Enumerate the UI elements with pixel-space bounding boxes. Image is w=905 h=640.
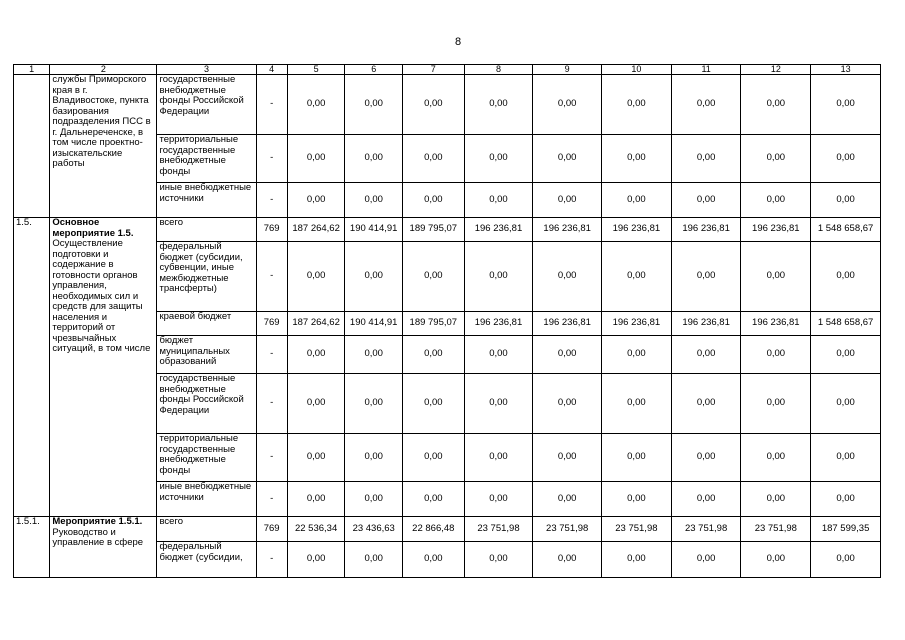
amount-cell: 0,00 [671,135,741,183]
item-number [14,75,50,218]
item-number: 1.5. [14,218,50,517]
amount-cell: 0,00 [811,242,881,312]
amount-cell: 0,00 [602,434,672,482]
amount-cell: 0,00 [464,374,533,434]
table-row [14,517,881,542]
amount-cell: 196 236,81 [533,312,602,336]
amount-cell: 0,00 [671,242,741,312]
budget-code: - [256,242,287,312]
amount-cell: 0,00 [533,482,602,517]
amount-cell: 23 751,98 [741,517,811,542]
item-number: 1.5.1. [14,517,50,578]
amount-cell: 187 264,62 [287,218,345,242]
amount-cell: 0,00 [464,242,533,312]
amount-cell: 0,00 [602,542,672,578]
funding-source: федеральный бюджет (субсидии, субвенции, иные межбюджетные трансферты) [157,242,256,312]
amount-cell: 0,00 [403,336,465,374]
amount-cell: 196 236,81 [741,218,811,242]
table-row [14,218,881,242]
column-header: 13 [811,65,881,75]
amount-cell: 0,00 [533,434,602,482]
amount-cell: 0,00 [671,482,741,517]
item-title: Мероприятие 1.5.1. [52,516,143,527]
amount-cell: 189 795,07 [403,218,465,242]
amount-cell: 0,00 [741,75,811,135]
column-header: 3 [157,65,256,75]
amount-cell: 0,00 [403,374,465,434]
budget-code: 769 [256,312,287,336]
amount-cell: 0,00 [602,75,672,135]
amount-cell: 196 236,81 [533,218,602,242]
amount-cell: 0,00 [533,242,602,312]
column-header: 4 [256,65,287,75]
amount-cell: 0,00 [533,374,602,434]
budget-code: - [256,542,287,578]
amount-cell: 0,00 [741,135,811,183]
budget-code: 769 [256,218,287,242]
amount-cell: 0,00 [671,434,741,482]
amount-cell: 23 751,98 [671,517,741,542]
amount-cell: 0,00 [287,75,345,135]
amount-cell: 0,00 [533,183,602,218]
amount-cell: 22 866,48 [403,517,465,542]
amount-cell: 196 236,81 [464,312,533,336]
amount-cell: 0,00 [345,75,403,135]
amount-cell: 189 795,07 [403,312,465,336]
amount-cell: 0,00 [671,336,741,374]
budget-code: - [256,336,287,374]
budget-code: - [256,374,287,434]
amount-cell: 1 548 658,67 [811,218,881,242]
amount-cell: 196 236,81 [602,218,672,242]
amount-cell: 187 264,62 [287,312,345,336]
item-description: Осуществление подготовки и содержание в готовности органов управления, необходимых сил и средств для защиты населения и территорий от чрезвычайных ситуаций, в том числе [52,238,151,354]
amount-cell: 0,00 [811,75,881,135]
amount-cell: 0,00 [602,374,672,434]
amount-cell: 0,00 [287,336,345,374]
amount-cell: 0,00 [811,183,881,218]
amount-cell: 0,00 [811,542,881,578]
amount-cell: 196 236,81 [741,312,811,336]
budget-code: - [256,434,287,482]
budget-code: - [256,183,287,218]
column-header: 1 [14,65,50,75]
amount-cell: 0,00 [464,542,533,578]
amount-cell: 190 414,91 [345,218,403,242]
amount-cell: 0,00 [464,183,533,218]
funding-source: всего [157,218,256,242]
amount-cell: 0,00 [602,135,672,183]
funding-source: федеральный бюджет (субсидии, [157,542,256,578]
budget-code: - [256,482,287,517]
amount-cell: 0,00 [345,336,403,374]
funding-source: бюджет муниципальных образований [157,336,256,374]
budget-code: 769 [256,517,287,542]
amount-cell: 0,00 [403,482,465,517]
amount-cell: 0,00 [287,183,345,218]
amount-cell: 0,00 [533,75,602,135]
header-row [14,65,881,75]
amount-cell: 0,00 [602,482,672,517]
amount-cell: 0,00 [464,434,533,482]
funding-source: государственные внебюджетные фонды Российской Федерации [157,374,256,434]
budget-code: - [256,75,287,135]
funding-source: всего [157,517,256,542]
amount-cell: 0,00 [287,434,345,482]
amount-cell: 190 414,91 [345,312,403,336]
budget-code: - [256,135,287,183]
funding-source: иные внебюджетные источники [157,183,256,218]
column-header: 11 [671,65,741,75]
amount-cell: 0,00 [741,482,811,517]
funding-source: территориальные государственные внебюджетные фонды [157,135,256,183]
amount-cell: 0,00 [287,135,345,183]
item-name [50,517,157,578]
item-name [50,75,157,218]
amount-cell: 23 436,63 [345,517,403,542]
column-header: 12 [741,65,811,75]
budget-table [13,64,881,578]
amount-cell: 0,00 [403,183,465,218]
amount-cell: 196 236,81 [464,218,533,242]
amount-cell: 0,00 [287,374,345,434]
amount-cell: 23 751,98 [602,517,672,542]
amount-cell: 0,00 [533,336,602,374]
column-header: 9 [533,65,602,75]
amount-cell: 0,00 [602,336,672,374]
amount-cell: 0,00 [345,374,403,434]
amount-cell: 1 548 658,67 [811,312,881,336]
amount-cell: 0,00 [403,75,465,135]
column-header: 2 [50,65,157,75]
amount-cell: 0,00 [671,183,741,218]
amount-cell: 0,00 [811,482,881,517]
funding-source: краевой бюджет [157,312,256,336]
amount-cell: 0,00 [741,434,811,482]
amount-cell: 0,00 [345,482,403,517]
amount-cell: 0,00 [811,135,881,183]
amount-cell: 22 536,34 [287,517,345,542]
amount-cell: 196 236,81 [671,218,741,242]
amount-cell: 0,00 [811,374,881,434]
amount-cell: 0,00 [287,482,345,517]
amount-cell: 0,00 [403,135,465,183]
amount-cell: 0,00 [533,135,602,183]
amount-cell: 0,00 [741,242,811,312]
amount-cell: 0,00 [403,434,465,482]
amount-cell: 0,00 [345,135,403,183]
amount-cell: 0,00 [464,135,533,183]
item-title: Основное мероприятие 1.5. [52,217,134,239]
amount-cell: 0,00 [741,183,811,218]
amount-cell: 0,00 [464,482,533,517]
amount-cell: 187 599,35 [811,517,881,542]
amount-cell: 0,00 [403,242,465,312]
amount-cell: 0,00 [287,242,345,312]
amount-cell: 0,00 [602,242,672,312]
amount-cell: 0,00 [671,75,741,135]
amount-cell: 0,00 [464,336,533,374]
amount-cell: 0,00 [345,434,403,482]
amount-cell: 196 236,81 [671,312,741,336]
amount-cell: 0,00 [345,542,403,578]
item-name [50,218,157,517]
column-header: 6 [345,65,403,75]
table-row [14,75,881,135]
amount-cell: 0,00 [811,336,881,374]
amount-cell: 0,00 [741,336,811,374]
item-description: службы Приморского края в г. Владивостоке, пункта базирования подразделения ПСС в г. Дальнереченске, в том числе проектно-изыскательские работы [52,74,151,169]
amount-cell: 23 751,98 [533,517,602,542]
funding-source: государственные внебюджетные фонды Российской Федерации [157,75,256,135]
column-header: 7 [403,65,465,75]
amount-cell: 0,00 [287,542,345,578]
amount-cell: 0,00 [533,542,602,578]
amount-cell: 196 236,81 [602,312,672,336]
amount-cell: 0,00 [741,374,811,434]
page-number: 8 [455,36,462,48]
amount-cell: 0,00 [671,542,741,578]
amount-cell: 0,00 [602,183,672,218]
column-header: 10 [602,65,672,75]
amount-cell: 0,00 [741,542,811,578]
column-header: 5 [287,65,345,75]
amount-cell: 0,00 [464,75,533,135]
amount-cell: 0,00 [671,374,741,434]
item-description: Руководство и управление в сфере [52,526,144,548]
funding-source: иные внебюджетные источники [157,482,256,517]
amount-cell: 0,00 [811,434,881,482]
amount-cell: 23 751,98 [464,517,533,542]
funding-source: территориальные государственные внебюджетные фонды [157,434,256,482]
amount-cell: 0,00 [403,542,465,578]
amount-cell: 0,00 [345,183,403,218]
column-header: 8 [464,65,533,75]
amount-cell: 0,00 [345,242,403,312]
